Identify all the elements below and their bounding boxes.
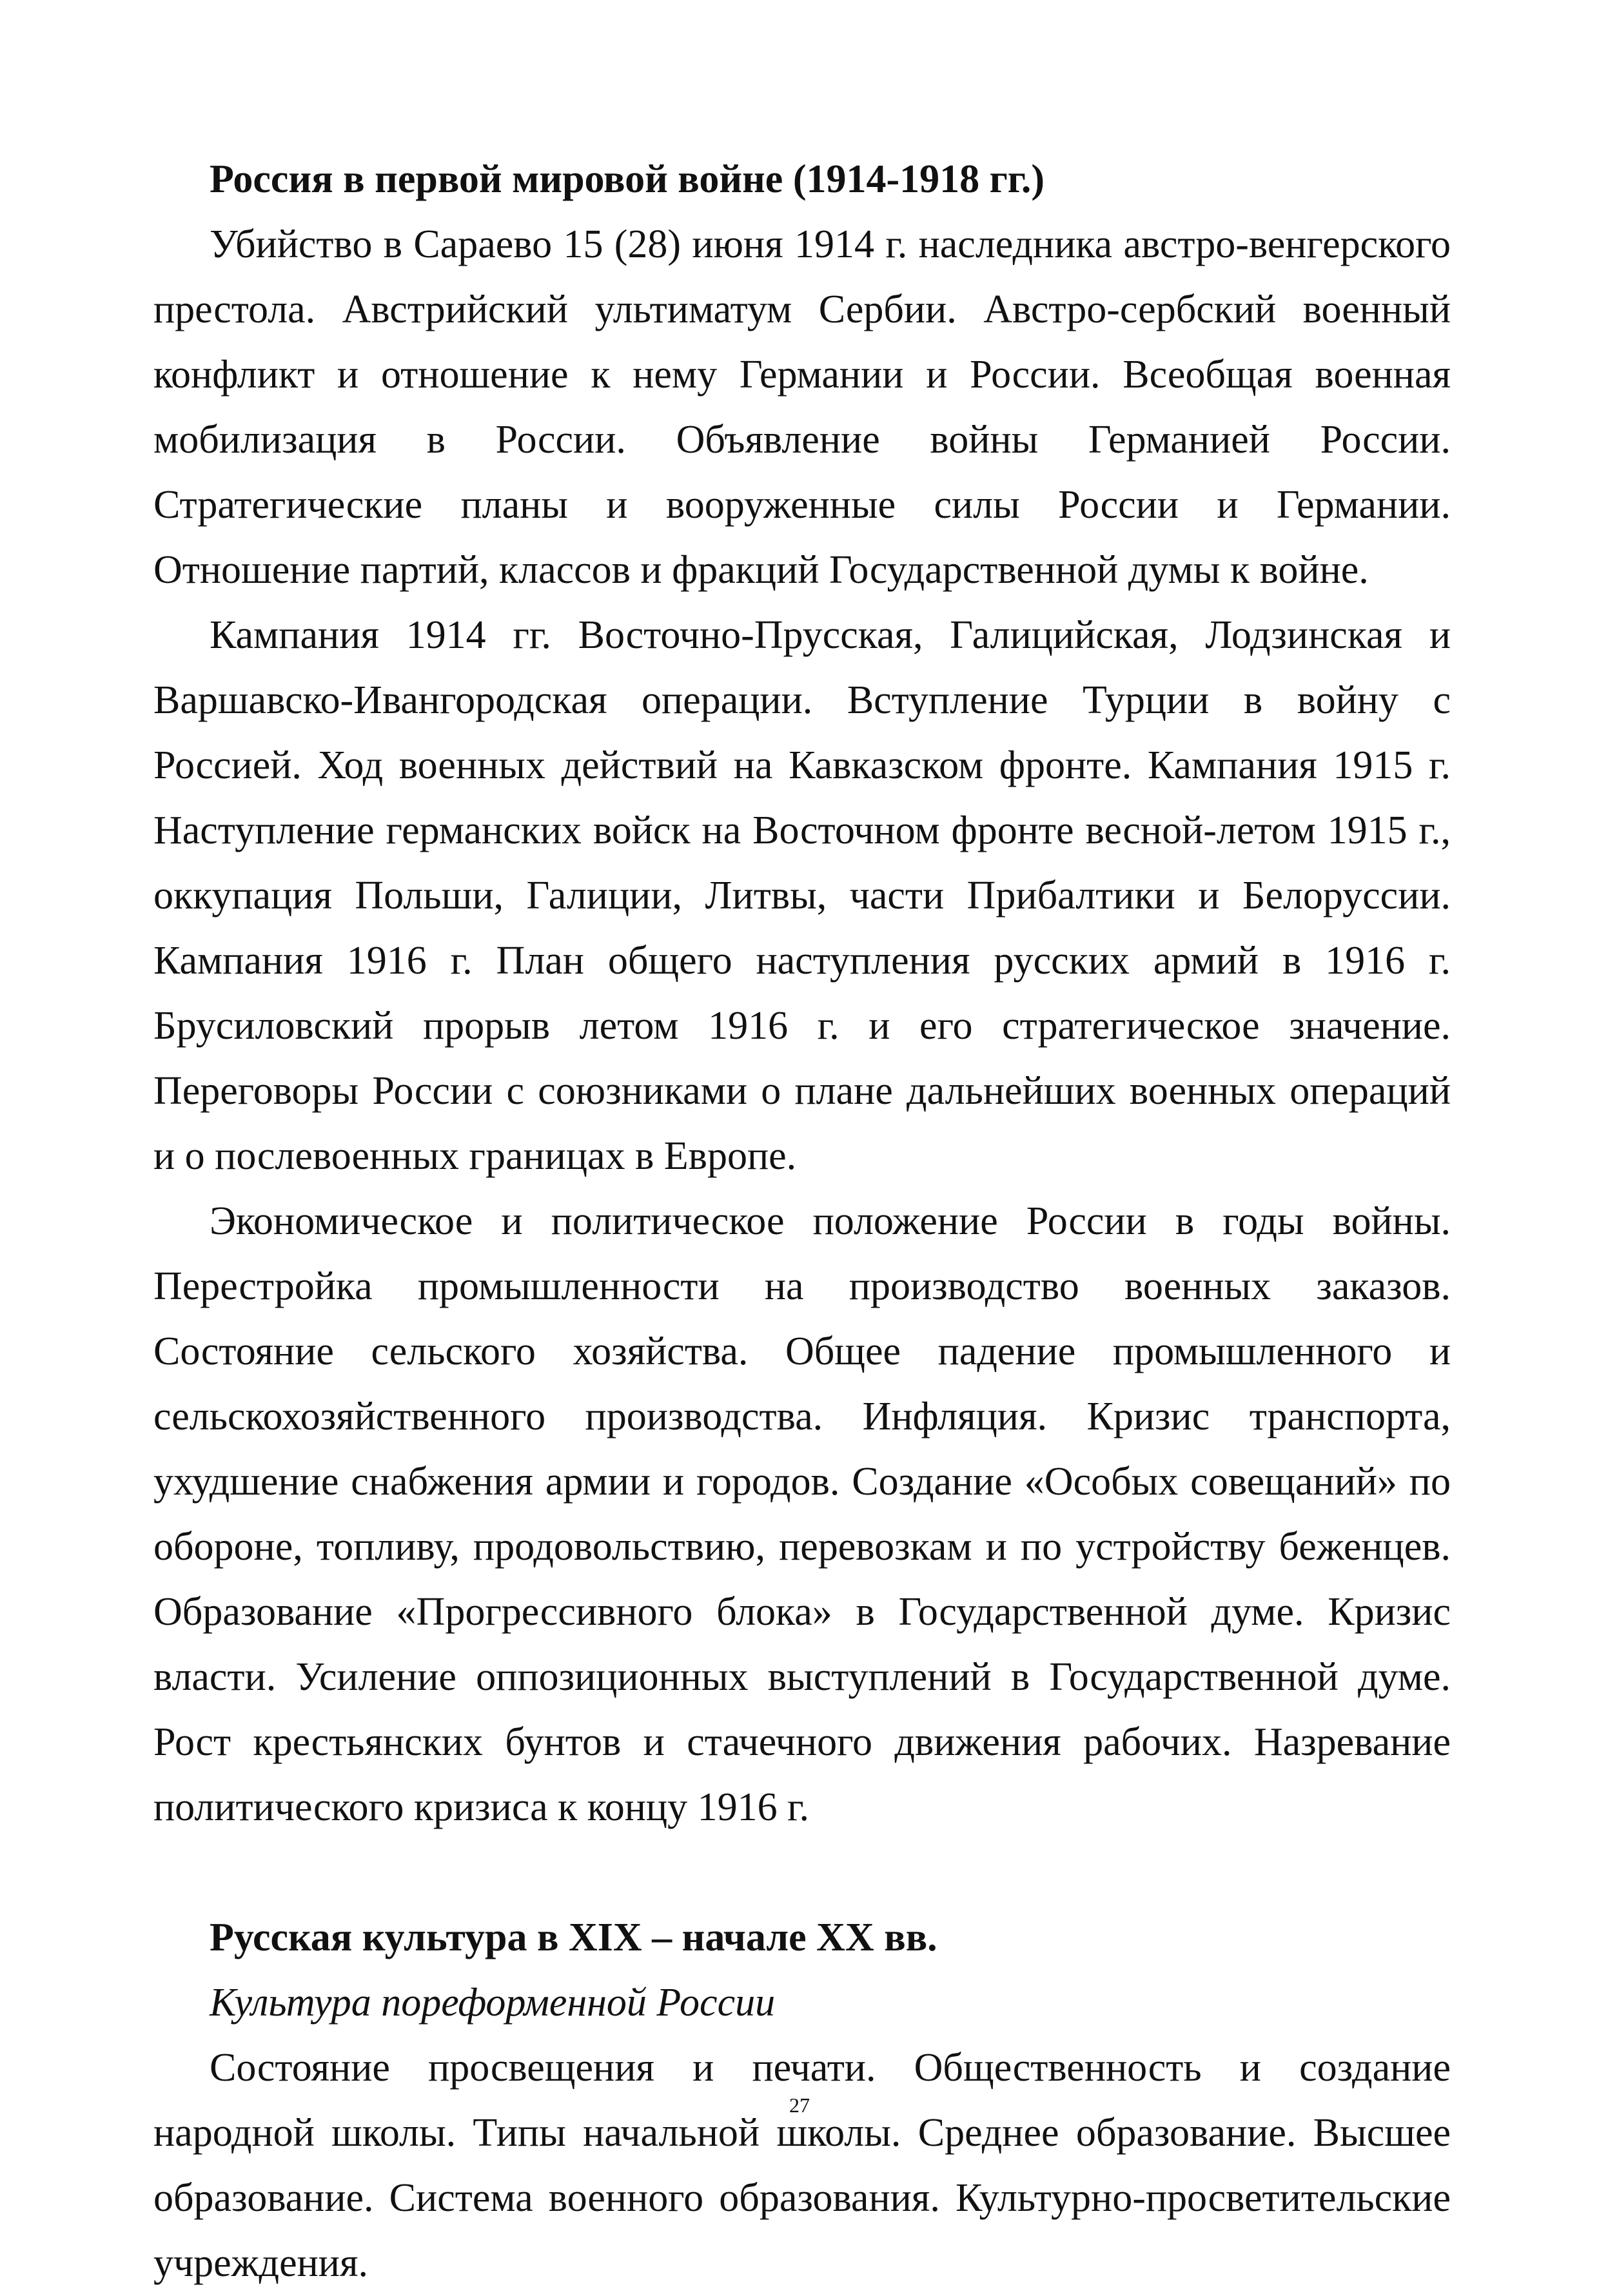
paragraph-economy: Экономическое и политическое положение России в годы войны. Перестройка промышленности на производство военных заказов. Состояние сельского хозяйства. Общее падение промышленного и сельскохозяйственного производства. Инфляция. Кризис транспорта, ухудшение снабжения армии и городов. Создание «Особых совещаний» по обороне, топливу, продовольствию, перевозкам и по устройству беженцев. Образование «Прогрессивного блока» в Государственной думе. Кризис власти. Усиление оппозиционных выступлений в Государственной думе. Рост крестьянских бунтов и стачечного движения рабочих. Назревание политического кризиса к концу 1916 г.: [153, 1199, 1451, 1829]
section-gap: [153, 1840, 1451, 1905]
page-number: 27: [789, 2094, 810, 2117]
section-title-ww1: Россия в первой мировой войне (1914-1918 гг.): [210, 157, 1045, 201]
paragraph-education: Состояние просвещения и печати. Общественность и создание народной школы. Типы начальной школы. Среднее образование. Высшее образование. Система военного образования. Культурно-просветительские учреждения.: [153, 2046, 1451, 2285]
section-title-culture: Русская культура в XIX – начале XX вв.: [210, 1916, 937, 1959]
paragraph-campaigns: Кампания 1914 гг. Восточно-Прусская, Галицийская, Лодзинская и Варшавско-Ивангородская операции. Вступление Турции в войну с Россией. Ход военных действий на Кавказском фронте. Кампания 1915 г. Наступление германских войск на Восточном фронте весной-летом 1915 г., оккупация Польши, Галиции, Литвы, части Прибалтики и Белоруссии. Кампания 1916 г. План общего наступления русских армий в 1916 г. Брусиловский прорыв летом 1916 г. и его стратегическое значение. Переговоры России с союзниками о плане дальнейших военных операций и о послевоенных границах в Европе.: [153, 613, 1451, 1178]
paragraph-sarajevo: Убийство в Сараево 15 (28) июня 1914 г. наследника австро-венгерского престола. Австрийский ультиматум Сербии. Австро-сербский военный конфликт и отношение к нему Германии и России. Всеобщая военная мобилизация в России. Объявление войны Германией России. Стратегические планы и вооруженные силы России и Германии. Отношение партий, классов и фракций Государственной думы к войне.: [153, 222, 1451, 592]
subsection-title-culture: Культура пореформенной России: [210, 1981, 776, 2025]
page-content: [153, 147, 1451, 2296]
